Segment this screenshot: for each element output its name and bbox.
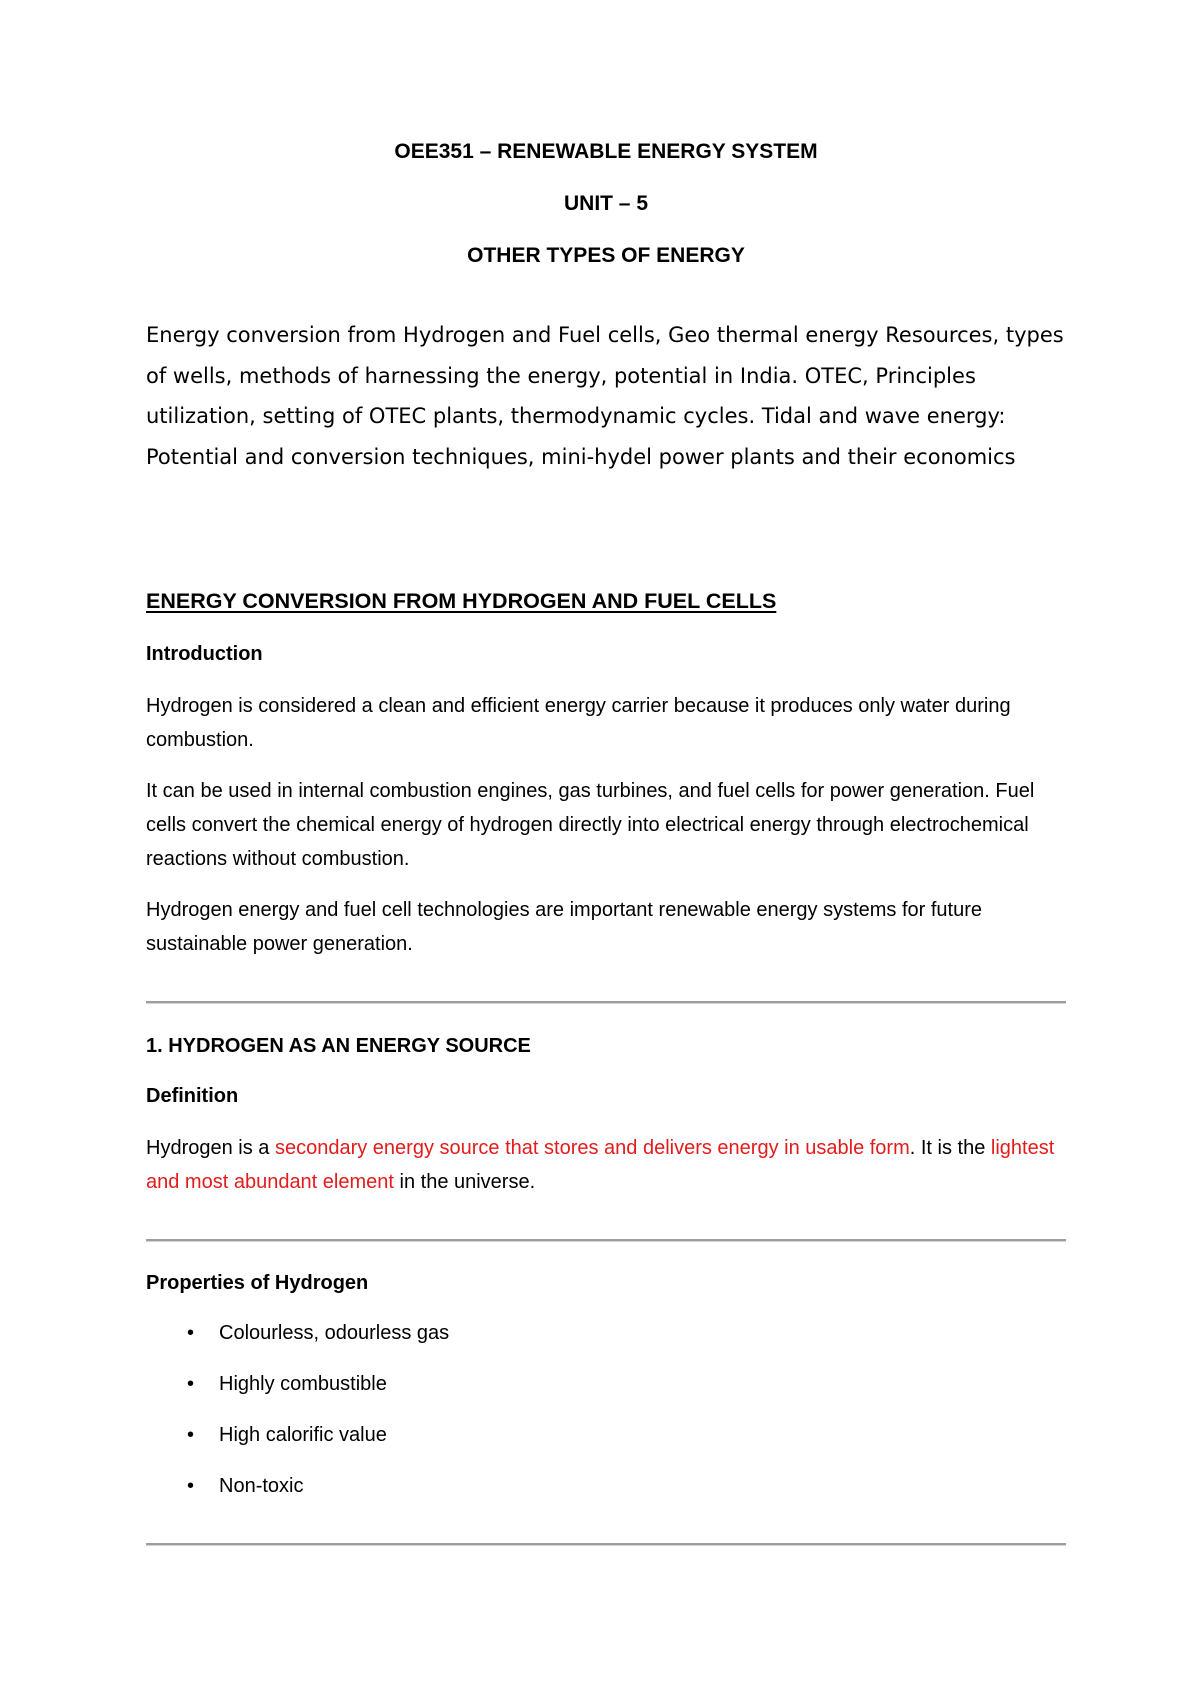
bullet-icon: • <box>187 1322 195 1344</box>
definition-highlight: secondary energy source that stores and delivers energy in usable form <box>274 1137 910 1159</box>
definition-heading: Definition <box>146 1085 239 1107</box>
horizontal-divider <box>146 1543 1066 1546</box>
section-title: ENERGY CONVERSION FROM HYDROGEN AND FUEL CELLS <box>146 589 777 613</box>
definition-text: Hydrogen is a <box>146 1137 275 1159</box>
hydrogen-source-heading: 1. HYDROGEN AS AN ENERGY SOURCE <box>146 1035 531 1057</box>
list-item <box>146 1422 449 1473</box>
intro-paragraph: Hydrogen energy and fuel cell technologies are important renewable energy systems for future sustainable power generation. <box>146 899 983 955</box>
definition-paragraph <box>146 1131 1066 1199</box>
properties-list <box>146 1320 449 1524</box>
definition-highlight: lightest and most abundant element <box>146 1137 1055 1193</box>
introduction-heading: Introduction <box>146 643 263 665</box>
list-item-text: High calorific value <box>219 1424 387 1446</box>
intro-paragraph: Hydrogen is considered a clean and efficient energy carrier because it produces only water during combustion. <box>146 695 1011 751</box>
list-item <box>146 1473 449 1524</box>
intro-paragraph: It can be used in internal combustion engines, gas turbines, and fuel cells for power generation. Fuel cells convert the chemical energy of hydrogen directly into electrical energy through electrochemical reactions without combustion. <box>146 780 1035 870</box>
definition-text: in the universe. <box>393 1171 536 1193</box>
list-item <box>146 1371 449 1422</box>
bullet-icon: • <box>187 1475 195 1497</box>
list-item-text: Colourless, odourless gas <box>219 1322 450 1344</box>
list-item-text: Non-toxic <box>219 1475 304 1497</box>
horizontal-divider <box>146 1239 1066 1242</box>
list-item-text: Highly combustible <box>219 1373 387 1395</box>
syllabus-text: Energy conversion from Hydrogen and Fuel cells, Geo thermal energy Resources, types of wells, methods of harnessing the energy, potential in India. OTEC, Principles utilization, setting of OTEC plants, thermodynamic cycles. Tidal and wave energy: Potential and conversion techniques, mini-hydel power plants and their economics <box>146 323 1064 469</box>
definition-text: . It is the <box>909 1137 991 1159</box>
course-title: OEE351 – RENEWABLE ENERGY SYSTEM <box>394 140 818 163</box>
unit-number: UNIT – 5 <box>563 192 649 215</box>
bullet-icon: • <box>187 1373 195 1395</box>
unit-title: OTHER TYPES OF ENERGY <box>467 244 745 267</box>
list-item <box>146 1320 449 1371</box>
properties-heading: Properties of Hydrogen <box>146 1272 369 1294</box>
bullet-icon: • <box>187 1424 195 1446</box>
horizontal-divider <box>146 1001 1066 1004</box>
